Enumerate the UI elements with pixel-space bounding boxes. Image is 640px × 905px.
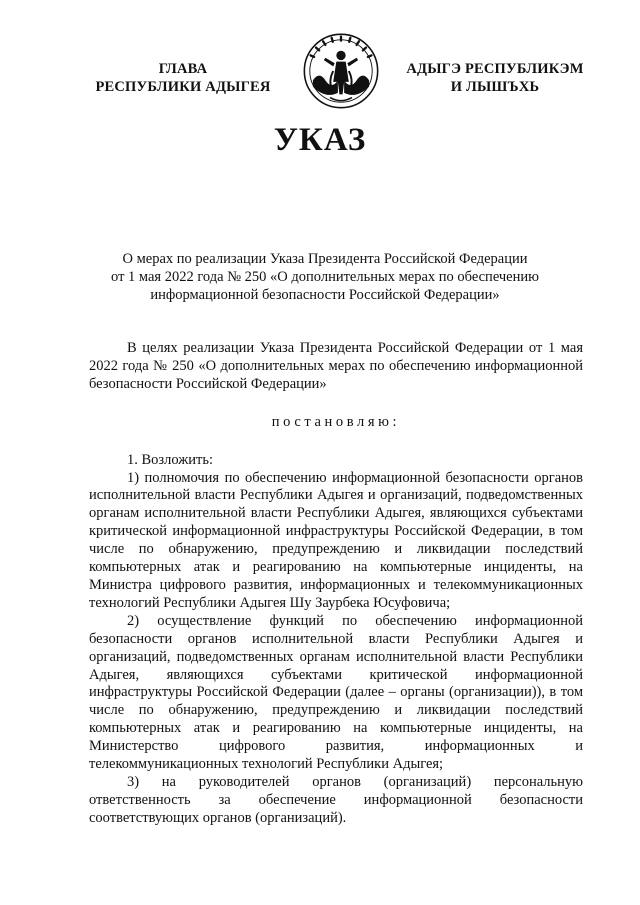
decree-subject	[90, 250, 560, 304]
decree-word: постановляю:	[271, 413, 401, 430]
subitem-3: 3) на руководителей органов (организаций) персональную ответственность за обеспечение информационной безопасности соответствующих органов (организаций).	[89, 773, 583, 826]
header-right	[380, 60, 610, 96]
subject-line-2: от 1 мая 2022 года № 250 «О дополнительных мерах по обеспечению	[111, 269, 539, 285]
subject-line-1: О мерах по реализации Указа Президента Российской Федерации	[122, 251, 528, 267]
header-left-line-1: ГЛАВА	[158, 61, 208, 77]
header-left	[78, 60, 288, 96]
document-body	[89, 340, 583, 828]
coat-of-arms-icon	[302, 32, 380, 110]
document-title: УКАЗ	[273, 122, 367, 158]
subject-line-3: информационной безопасности Российской Федерации»	[150, 287, 500, 303]
subitem-1: 1) полномочия по обеспечению информационной безопасности органов исполнительной власти Республики Адыгея и организаций, подведомственных органам исполнительной власти Республики Адыгея, являющихся субъектами критической информационной инфраструктуры Российской Федерации, в том числе по обнаружению, предупреждению и ликвидации последствий компьютерных атак и реагированию на компьютерные инциденты, на Министра цифрового развития, информационных и телекоммуникационных технологий Республики Адыгея Шу Заурбека Юсуфовича;	[89, 469, 583, 611]
intro-paragraph: В целях реализации Указа Президента Российской Федерации от 1 мая 2022 года № 250 «О дополнительных мерах по обеспечению информационной безопасности Российской Федерации»	[89, 340, 583, 392]
header-left-line-2: РЕСПУБЛИКИ АДЫГЕЯ	[95, 79, 271, 95]
subitem-2: 2) осуществление функций по обеспечению информационной безопасности органов исполнительной власти Республики Адыгея и организаций, подведомственных органам исполнительной власти Республики Адыгея, являющихся субъектами критической информационной инфраструктуры Российской Федерации (далее – органы (организации)), в том числе по обнаружению, предупреждению и ликвидации последствий компьютерных атак и реагированию на компьютерные инциденты, на Министерство цифрового развития, информационных и телекоммуникационных технологий Республики Адыгея;	[89, 612, 583, 773]
header-right-line-2: И ЛЫШЪХЬ	[450, 79, 540, 95]
item-1: 1. Возложить:	[127, 451, 214, 468]
header-right-line-1: АДЫГЭ РЕСПУБЛИКЭМ	[406, 61, 584, 77]
